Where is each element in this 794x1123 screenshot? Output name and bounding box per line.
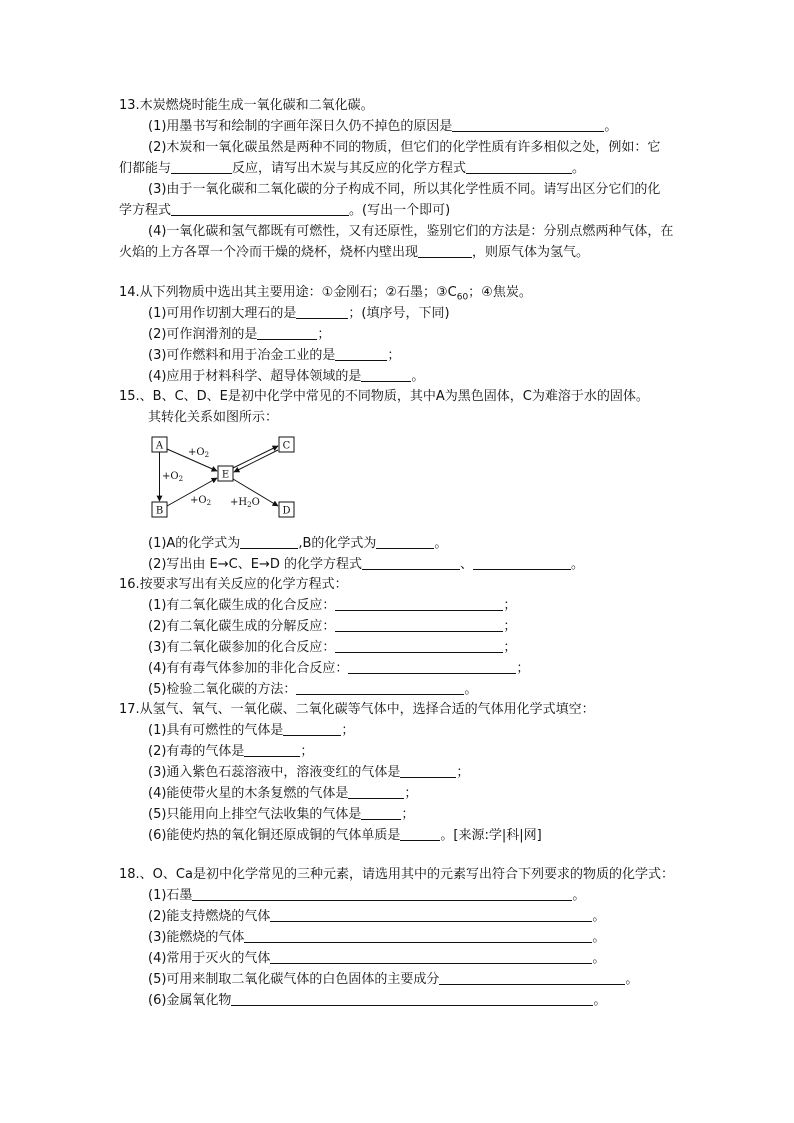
answer-blank[interactable] [296,304,348,319]
question-13 [119,95,719,263]
answer-blank[interactable] [283,721,341,736]
q18-part-3: (3)能燃烧的气体 。 [148,930,606,945]
answer-blank[interactable] [361,805,401,820]
node-a-label: A [155,440,164,452]
q13-part-1: (1)用墨书写和绘制的字画年深日久仍不掉色的原因是 。 [148,119,618,134]
answer-blank[interactable] [171,159,232,174]
q13-part-4a: (4)一氧化碳和氢气都既有可燃性，又有还原性，鉴别它们的方法是：分别点燃两种气体，在 [148,224,674,239]
answer-blank[interactable] [171,201,349,216]
q13-part-2a: (2)木炭和一氧化碳虽然是两种不同的物质，但它们的化学性质有许多相似之处，例如：它 [148,140,661,155]
arrow-e-to-c [233,446,278,468]
label-a-b: $+O_2$ [162,471,184,483]
node-d-label: D [282,505,291,517]
answer-blank[interactable] [452,117,604,132]
q18-part-2: (2)能支持燃烧的气体 。 [148,909,606,924]
answer-blank[interactable] [335,617,503,632]
answer-blank[interactable] [231,991,593,1006]
q14-part-1: (1)可用作切割大理石的是 ；(填序号，下同) [148,306,450,321]
q17-part-5: (5)只能用向上排空气法收集的气体是 ； [148,807,415,822]
answer-blank[interactable] [376,534,434,549]
label-e-d: $+H_2O$ [230,497,260,509]
question-16 [119,574,719,700]
question-14 [119,282,719,387]
q14-title: 14.从下列物质中选出其主要用途：①金刚石；②石墨；$③C_{60}$；④焦炭。 [119,285,532,303]
node-b-label: B [155,505,164,517]
q13-part-3b: 学方程式 。(写出一个即可) [119,203,451,218]
q16-part-5: (5)检验二氧化碳的方法： 。 [148,682,478,697]
q18-part-6: (6)金属氧化物 。 [148,993,607,1008]
q17-part-1: (1)具有可燃性的气体是 ； [148,723,355,738]
node-e-label: E [221,469,230,481]
q16-part-2: (2)有二氧化碳生成的分解反应： ； [148,619,517,634]
q15-part-2: (2)写出由 E→C、E→D 的化学方程式 、 。 [148,557,585,572]
answer-blank[interactable] [270,907,592,922]
q17-part-2: (2)有毒的气体是 ； [148,744,314,759]
answer-blank[interactable] [362,555,460,570]
answer-blank[interactable] [257,325,317,340]
answer-blank[interactable] [439,970,625,985]
answer-blank[interactable] [473,555,571,570]
q15-title: 15.、B、C、D、E是初中化学中常见的不同物质，其中A为黑色固体，C为难溶于水的固体。 [119,389,649,404]
answer-blank[interactable] [296,680,464,695]
q14-part-4: (4)应用于材料科学、超导体领域的是 。 [148,369,425,384]
question-15 [119,386,719,428]
answer-blank[interactable] [400,763,456,778]
q17-part-6: (6)能使灼热的氧化铜还原成铜的气体单质是 。[来源:学|科|网] [148,828,542,843]
q14-part-3: (3)可作燃料和用于冶金工业的是 ； [148,348,401,363]
answer-blank[interactable] [418,243,472,258]
q17-part-3: (3)通入紫色石蕊溶液中，溶液变红的气体是 ； [148,765,470,780]
answer-blank[interactable] [335,638,503,653]
question-18 [119,864,719,1011]
label-a-e: $+O_2$ [188,447,210,459]
arrow-c-to-e [234,450,278,472]
answer-blank[interactable] [244,742,300,757]
q16-part-1: (1)有二氧化碳生成的化合反应： ； [148,598,517,613]
q18-title: 18.、O、Ca是初中化学常见的三种元素，请选用其中的元素写出符合下列要求的物质的化学式： [119,867,674,882]
conversion-diagram [148,433,308,521]
answer-blank[interactable] [335,596,503,611]
q16-title: 16.按要求写出有关反应的化学方程式： [119,577,348,592]
answer-blank[interactable] [400,826,440,841]
answer-blank[interactable] [361,367,411,382]
question-17 [119,699,719,846]
answer-blank[interactable] [192,886,572,901]
answer-blank[interactable] [270,949,592,964]
question-15-answers [119,533,719,575]
answer-blank[interactable] [348,659,516,674]
answer-blank[interactable] [244,928,592,943]
q17-title: 17.从氢气、氧气、一氧化碳、二氧化碳等气体中，选择合适的气体用化学式填空： [119,702,595,717]
q14-part-2: (2)可作润滑剂的是 ； [148,327,331,342]
q18-part-1: (1)石墨 。 [148,888,586,903]
q18-part-4: (4)常用于灭火的气体 。 [148,951,606,966]
answer-blank[interactable] [466,159,572,174]
label-b-e: $+O_2$ [190,495,212,507]
q13-title: 13.木炭燃烧时能生成一氧化碳和二氧化碳。 [119,98,374,113]
q16-part-3: (3)有二氧化碳参加的化合反应： ； [148,640,517,655]
node-c-label: C [282,440,291,452]
q13-part-4b: 火焰的上方各罩一个冷而干燥的烧杯，烧杯内壁出现 ，则原气体为氢气。 [119,245,590,260]
answer-blank[interactable] [240,534,298,549]
answer-blank[interactable] [348,784,404,799]
q13-part-2b: 们都能与 反应，请写出木炭与其反应的化学方程式 。 [119,161,586,176]
answer-blank[interactable] [335,346,387,361]
q15-part-1: (1)A的化学式为 ,B的化学式为 。 [148,536,448,551]
q18-part-5: (5)可用来制取二氧化碳气体的白色固体的主要成分 。 [148,972,639,987]
q17-part-4: (4)能使带火星的木条复燃的气体是 ； [148,786,418,801]
q16-part-4: (4)有有毒气体参加的非化合反应： ； [148,661,530,676]
q13-part-3a: (3)由于一氧化碳和二氧化碳的分子构成不同，所以其化学性质不同。请写出区分它们的化 [148,182,661,197]
q15-intro: 其转化关系如图所示： [148,410,279,425]
